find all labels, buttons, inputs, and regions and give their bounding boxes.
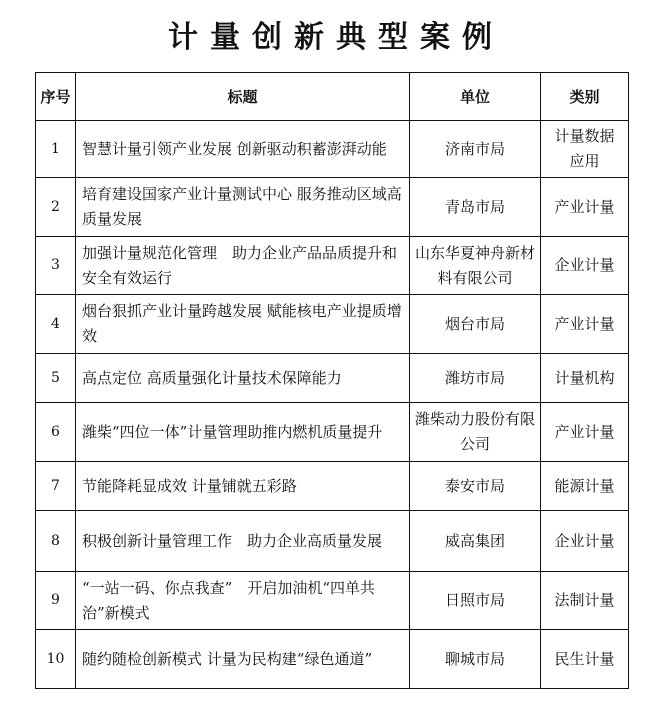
row-title: “一站一码、你点我查” 开启加油机“四单共治”新模式	[76, 572, 410, 630]
row-num: 1	[36, 121, 76, 178]
table-row	[36, 630, 629, 689]
row-title: 加强计量规范化管理 助力企业产品品质提升和安全有效运行	[76, 237, 410, 295]
table-row	[36, 354, 629, 403]
row-title: 积极创新计量管理工作 助力企业高质量发展	[76, 511, 410, 572]
row-num: 3	[36, 237, 76, 295]
row-unit: 泰安市局	[410, 462, 541, 511]
row-category: 民生计量	[541, 630, 629, 689]
row-unit: 威高集团	[410, 511, 541, 572]
row-category: 能源计量	[541, 462, 629, 511]
row-category: 计量数据应用	[541, 121, 629, 178]
header-unit: 单位	[410, 73, 541, 121]
page-title: 计量创新典型案例	[168, 20, 504, 55]
row-unit: 日照市局	[410, 572, 541, 630]
row-num: 4	[36, 295, 76, 354]
row-category: 产业计量	[541, 403, 629, 462]
table-row	[36, 237, 629, 295]
row-unit: 潍坊市局	[410, 354, 541, 403]
row-title: 烟台狠抓产业计量跨越发展 赋能核电产业提质增效	[76, 295, 410, 354]
row-unit: 聊城市局	[410, 630, 541, 689]
row-unit: 烟台市局	[410, 295, 541, 354]
table-row	[36, 403, 629, 462]
table-row	[36, 295, 629, 354]
row-category: 计量机构	[541, 354, 629, 403]
row-unit: 济南市局	[410, 121, 541, 178]
row-num: 6	[36, 403, 76, 462]
row-num: 10	[36, 630, 76, 689]
row-title: 培育建设国家产业计量测试中心 服务推动区域高质量发展	[76, 178, 410, 237]
cases-table	[35, 72, 629, 689]
row-num: 7	[36, 462, 76, 511]
row-category: 产业计量	[541, 295, 629, 354]
header-num: 序号	[36, 73, 76, 121]
row-num: 8	[36, 511, 76, 572]
table-header-row	[36, 73, 629, 121]
row-title: 潍柴“四位一体”计量管理助推内燃机质量提升	[76, 403, 410, 462]
row-title: 高点定位 高质量强化计量技术保障能力	[76, 354, 410, 403]
header-category: 类别	[541, 73, 629, 121]
row-title: 随约随检创新模式 计量为民构建“绿色通道”	[76, 630, 410, 689]
row-num: 9	[36, 572, 76, 630]
row-unit: 山东华夏神舟新材料有限公司	[410, 237, 541, 295]
row-num: 5	[36, 354, 76, 403]
row-category: 企业计量	[541, 237, 629, 295]
table-row	[36, 178, 629, 237]
row-category: 产业计量	[541, 178, 629, 237]
row-num: 2	[36, 178, 76, 237]
table-row	[36, 511, 629, 572]
table-row	[36, 572, 629, 630]
row-unit: 青岛市局	[410, 178, 541, 237]
row-category: 法制计量	[541, 572, 629, 630]
table-row	[36, 121, 629, 178]
row-title: 智慧计量引领产业发展 创新驱动积蓄澎湃动能	[76, 121, 410, 178]
table-row	[36, 462, 629, 511]
row-title: 节能降耗显成效 计量铺就五彩路	[76, 462, 410, 511]
row-unit: 潍柴动力股份有限公司	[410, 403, 541, 462]
header-title: 标题	[76, 73, 410, 121]
row-category: 企业计量	[541, 511, 629, 572]
